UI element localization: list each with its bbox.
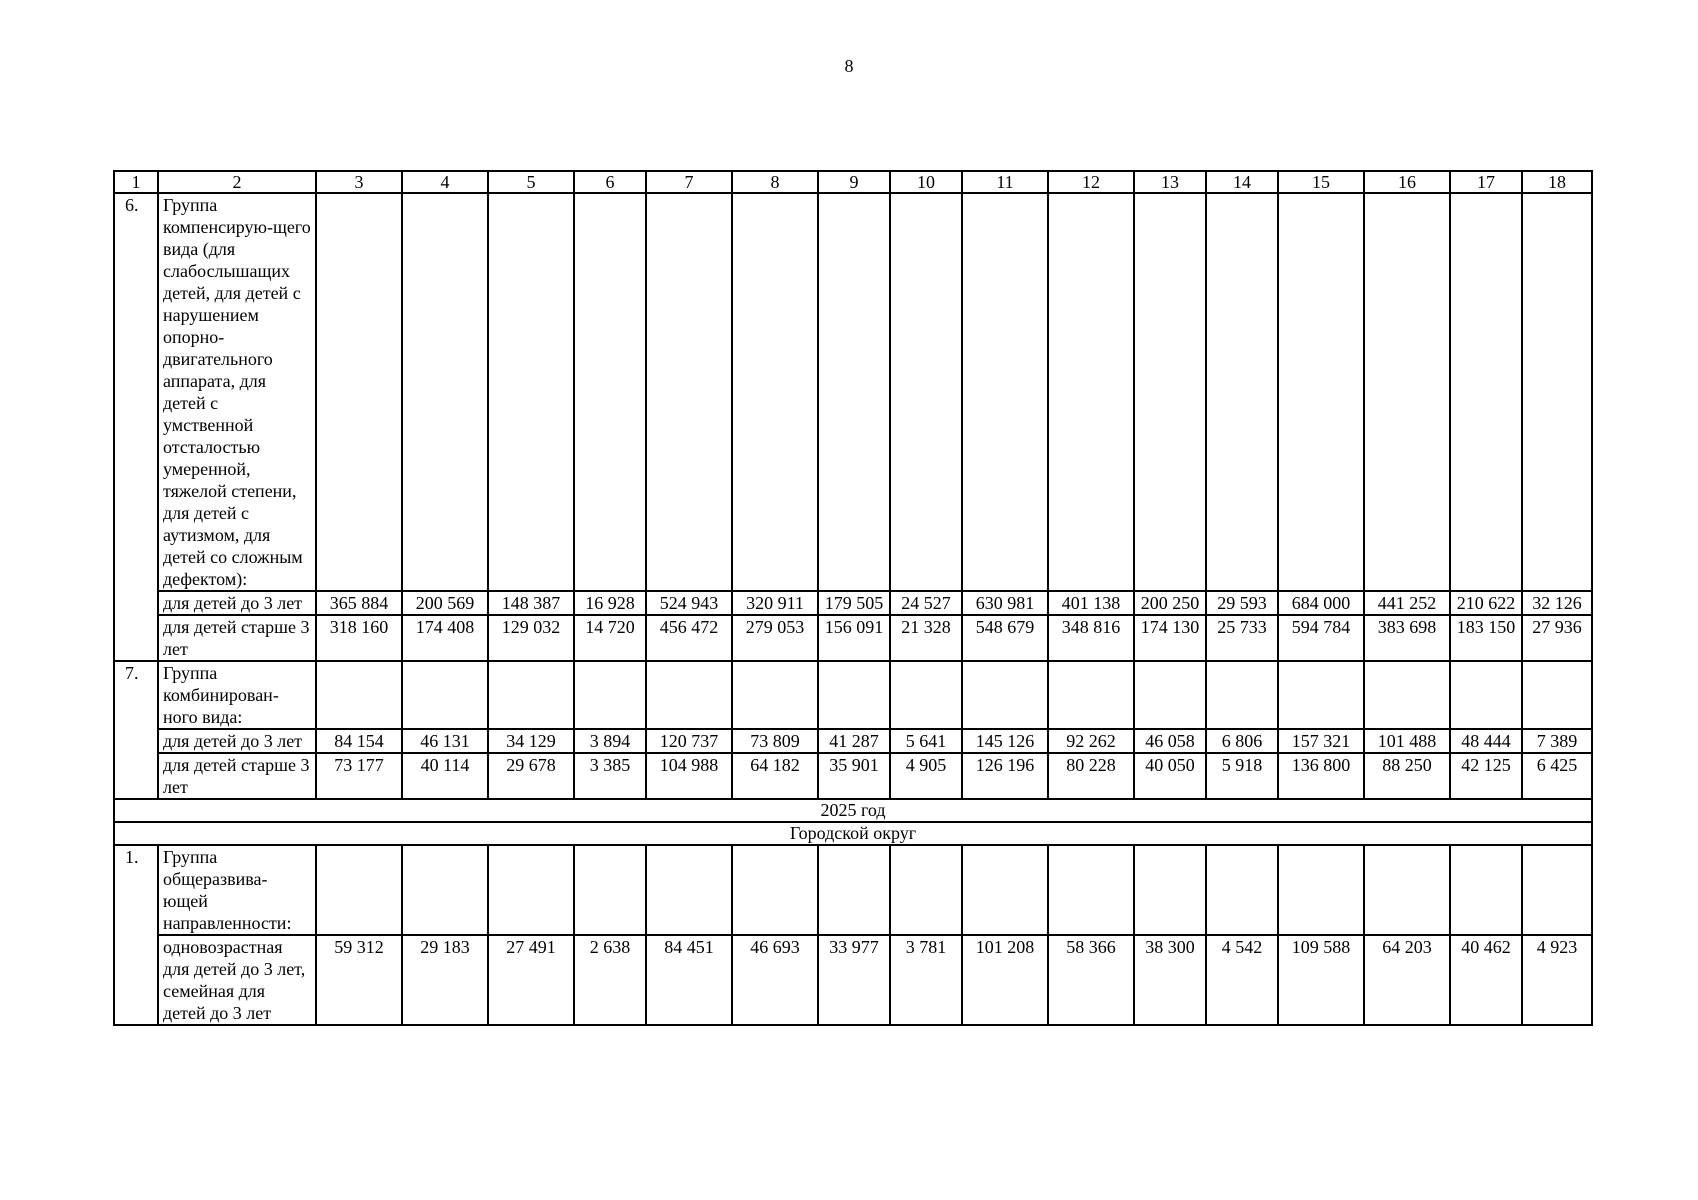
value-cell: 33 977 bbox=[818, 935, 890, 1025]
row-label: Группа общеразвива-ющей направленности: bbox=[158, 845, 316, 935]
value-cell: 129 032 bbox=[488, 615, 574, 661]
value-cell: 157 321 bbox=[1278, 729, 1364, 753]
value-cell: 5 918 bbox=[1206, 753, 1278, 799]
value-cell: 35 901 bbox=[818, 753, 890, 799]
value-cell bbox=[732, 193, 818, 591]
value-cell: 318 160 bbox=[316, 615, 402, 661]
group-row bbox=[114, 845, 1592, 935]
value-cell: 48 444 bbox=[1450, 729, 1522, 753]
value-cell: 320 911 bbox=[732, 591, 818, 615]
value-cell: 29 678 bbox=[488, 753, 574, 799]
value-cell bbox=[488, 193, 574, 591]
column-number: 8 bbox=[732, 171, 818, 193]
row-label: для детей до 3 лет bbox=[158, 591, 316, 615]
value-cell bbox=[1206, 193, 1278, 591]
value-cell: 64 203 bbox=[1364, 935, 1450, 1025]
value-cell: 16 928 bbox=[574, 591, 646, 615]
page-number: 8 bbox=[844, 56, 854, 76]
value-cell bbox=[1522, 661, 1592, 729]
value-cell: 14 720 bbox=[574, 615, 646, 661]
row-label: Группа компенсирую-щего вида (для слабослышащих детей, для детей с нарушением опорно-двигательного аппарата, для детей с умственной отсталостью умеренной, тяжелой степени, для детей с аутизмом, для детей со сложным дефектом): bbox=[158, 193, 316, 591]
value-cell: 383 698 bbox=[1364, 615, 1450, 661]
value-cell bbox=[732, 845, 818, 935]
value-cell bbox=[1048, 193, 1134, 591]
value-cell: 58 366 bbox=[1048, 935, 1134, 1025]
value-cell bbox=[1450, 193, 1522, 591]
table-row bbox=[114, 591, 1592, 615]
column-number: 11 bbox=[962, 171, 1048, 193]
value-cell bbox=[818, 193, 890, 591]
value-cell bbox=[316, 845, 402, 935]
column-number: 5 bbox=[488, 171, 574, 193]
value-cell: 183 150 bbox=[1450, 615, 1522, 661]
value-cell: 64 182 bbox=[732, 753, 818, 799]
value-cell bbox=[1278, 193, 1364, 591]
value-cell: 6 425 bbox=[1522, 753, 1592, 799]
value-cell: 59 312 bbox=[316, 935, 402, 1025]
value-cell: 120 737 bbox=[646, 729, 732, 753]
value-cell: 92 262 bbox=[1048, 729, 1134, 753]
value-cell: 73 177 bbox=[316, 753, 402, 799]
value-cell bbox=[402, 661, 488, 729]
value-cell bbox=[1364, 845, 1450, 935]
value-cell: 174 130 bbox=[1134, 615, 1206, 661]
column-number: 2 bbox=[158, 171, 316, 193]
row-index: 6. bbox=[114, 193, 158, 661]
value-cell: 6 806 bbox=[1206, 729, 1278, 753]
value-cell: 401 138 bbox=[1048, 591, 1134, 615]
column-number: 10 bbox=[890, 171, 962, 193]
section-row bbox=[114, 822, 1592, 845]
value-cell bbox=[402, 845, 488, 935]
value-cell: 348 816 bbox=[1048, 615, 1134, 661]
value-cell: 27 491 bbox=[488, 935, 574, 1025]
value-cell: 148 387 bbox=[488, 591, 574, 615]
column-number: 15 bbox=[1278, 171, 1364, 193]
row-label: для детей старше 3 лет bbox=[158, 753, 316, 799]
value-cell: 524 943 bbox=[646, 591, 732, 615]
value-cell bbox=[402, 193, 488, 591]
column-number: 6 bbox=[574, 171, 646, 193]
value-cell: 41 287 bbox=[818, 729, 890, 753]
value-cell: 42 125 bbox=[1450, 753, 1522, 799]
value-cell bbox=[890, 845, 962, 935]
value-cell: 4 542 bbox=[1206, 935, 1278, 1025]
value-cell: 46 058 bbox=[1134, 729, 1206, 753]
value-cell: 630 981 bbox=[962, 591, 1048, 615]
row-label: Группа комбинирован-ного вида: bbox=[158, 661, 316, 729]
value-cell: 684 000 bbox=[1278, 591, 1364, 615]
section-row bbox=[114, 799, 1592, 822]
value-cell bbox=[1048, 845, 1134, 935]
value-cell: 40 114 bbox=[402, 753, 488, 799]
value-cell: 101 488 bbox=[1364, 729, 1450, 753]
column-number: 1 bbox=[114, 171, 158, 193]
value-cell: 73 809 bbox=[732, 729, 818, 753]
value-cell bbox=[962, 845, 1048, 935]
value-cell: 88 250 bbox=[1364, 753, 1450, 799]
table-row bbox=[114, 729, 1592, 753]
group-row bbox=[114, 193, 1592, 591]
value-cell: 29 183 bbox=[402, 935, 488, 1025]
value-cell: 548 679 bbox=[962, 615, 1048, 661]
value-cell: 2 638 bbox=[574, 935, 646, 1025]
value-cell bbox=[890, 661, 962, 729]
value-cell bbox=[818, 661, 890, 729]
value-cell bbox=[1048, 661, 1134, 729]
value-cell bbox=[1134, 193, 1206, 591]
value-cell bbox=[1134, 845, 1206, 935]
value-cell: 3 781 bbox=[890, 935, 962, 1025]
value-cell: 84 451 bbox=[646, 935, 732, 1025]
column-number: 13 bbox=[1134, 171, 1206, 193]
value-cell bbox=[962, 661, 1048, 729]
value-cell: 456 472 bbox=[646, 615, 732, 661]
column-number: 7 bbox=[646, 171, 732, 193]
value-cell: 174 408 bbox=[402, 615, 488, 661]
value-cell: 46 131 bbox=[402, 729, 488, 753]
value-cell: 27 936 bbox=[1522, 615, 1592, 661]
value-cell: 25 733 bbox=[1206, 615, 1278, 661]
value-cell bbox=[646, 845, 732, 935]
column-number: 17 bbox=[1450, 171, 1522, 193]
value-cell: 38 300 bbox=[1134, 935, 1206, 1025]
value-cell: 29 593 bbox=[1206, 591, 1278, 615]
value-cell bbox=[1278, 845, 1364, 935]
value-cell: 210 622 bbox=[1450, 591, 1522, 615]
value-cell: 365 884 bbox=[316, 591, 402, 615]
value-cell: 594 784 bbox=[1278, 615, 1364, 661]
value-cell: 126 196 bbox=[962, 753, 1048, 799]
value-cell bbox=[1134, 661, 1206, 729]
row-index: 1. bbox=[114, 845, 158, 1025]
value-cell: 200 250 bbox=[1134, 591, 1206, 615]
row-label: для детей старше 3 лет bbox=[158, 615, 316, 661]
value-cell bbox=[574, 193, 646, 591]
value-cell bbox=[646, 193, 732, 591]
value-cell bbox=[1206, 661, 1278, 729]
value-cell: 40 050 bbox=[1134, 753, 1206, 799]
value-cell: 4 923 bbox=[1522, 935, 1592, 1025]
value-cell: 84 154 bbox=[316, 729, 402, 753]
value-cell bbox=[488, 661, 574, 729]
value-cell: 145 126 bbox=[962, 729, 1048, 753]
data-table bbox=[113, 170, 1593, 1026]
value-cell: 21 328 bbox=[890, 615, 962, 661]
value-cell: 101 208 bbox=[962, 935, 1048, 1025]
value-cell bbox=[962, 193, 1048, 591]
value-cell: 156 091 bbox=[818, 615, 890, 661]
column-number: 12 bbox=[1048, 171, 1134, 193]
value-cell bbox=[1522, 193, 1592, 591]
value-cell: 7 389 bbox=[1522, 729, 1592, 753]
column-number: 9 bbox=[818, 171, 890, 193]
row-label: одновозрастная для детей до 3 лет, семейная для детей до 3 лет bbox=[158, 935, 316, 1025]
column-number: 3 bbox=[316, 171, 402, 193]
value-cell bbox=[890, 193, 962, 591]
value-cell: 46 693 bbox=[732, 935, 818, 1025]
table-body bbox=[114, 171, 1592, 1025]
value-cell: 200 569 bbox=[402, 591, 488, 615]
value-cell: 279 053 bbox=[732, 615, 818, 661]
value-cell bbox=[1450, 845, 1522, 935]
value-cell bbox=[316, 193, 402, 591]
value-cell bbox=[488, 845, 574, 935]
value-cell bbox=[1364, 661, 1450, 729]
value-cell bbox=[1206, 845, 1278, 935]
value-cell: 24 527 bbox=[890, 591, 962, 615]
group-row bbox=[114, 661, 1592, 729]
row-index: 7. bbox=[114, 661, 158, 799]
value-cell: 34 129 bbox=[488, 729, 574, 753]
value-cell: 109 588 bbox=[1278, 935, 1364, 1025]
value-cell bbox=[574, 661, 646, 729]
value-cell: 441 252 bbox=[1364, 591, 1450, 615]
section-heading: 2025 год bbox=[114, 799, 1592, 822]
value-cell bbox=[574, 845, 646, 935]
column-number: 16 bbox=[1364, 171, 1450, 193]
table-row bbox=[114, 753, 1592, 799]
value-cell bbox=[732, 661, 818, 729]
column-number: 4 bbox=[402, 171, 488, 193]
value-cell: 5 641 bbox=[890, 729, 962, 753]
table-row bbox=[114, 935, 1592, 1025]
value-cell bbox=[1522, 845, 1592, 935]
column-number-row bbox=[114, 171, 1592, 193]
section-heading: Городской округ bbox=[114, 822, 1592, 845]
value-cell: 80 228 bbox=[1048, 753, 1134, 799]
value-cell bbox=[1278, 661, 1364, 729]
value-cell: 3 894 bbox=[574, 729, 646, 753]
value-cell: 40 462 bbox=[1450, 935, 1522, 1025]
value-cell bbox=[646, 661, 732, 729]
value-cell: 104 988 bbox=[646, 753, 732, 799]
row-label: для детей до 3 лет bbox=[158, 729, 316, 753]
value-cell: 136 800 bbox=[1278, 753, 1364, 799]
value-cell: 32 126 bbox=[1522, 591, 1592, 615]
value-cell bbox=[1450, 661, 1522, 729]
value-cell bbox=[316, 661, 402, 729]
table-row bbox=[114, 615, 1592, 661]
column-number: 14 bbox=[1206, 171, 1278, 193]
value-cell bbox=[818, 845, 890, 935]
column-number: 18 bbox=[1522, 171, 1592, 193]
value-cell: 4 905 bbox=[890, 753, 962, 799]
value-cell: 179 505 bbox=[818, 591, 890, 615]
value-cell: 3 385 bbox=[574, 753, 646, 799]
value-cell bbox=[1364, 193, 1450, 591]
